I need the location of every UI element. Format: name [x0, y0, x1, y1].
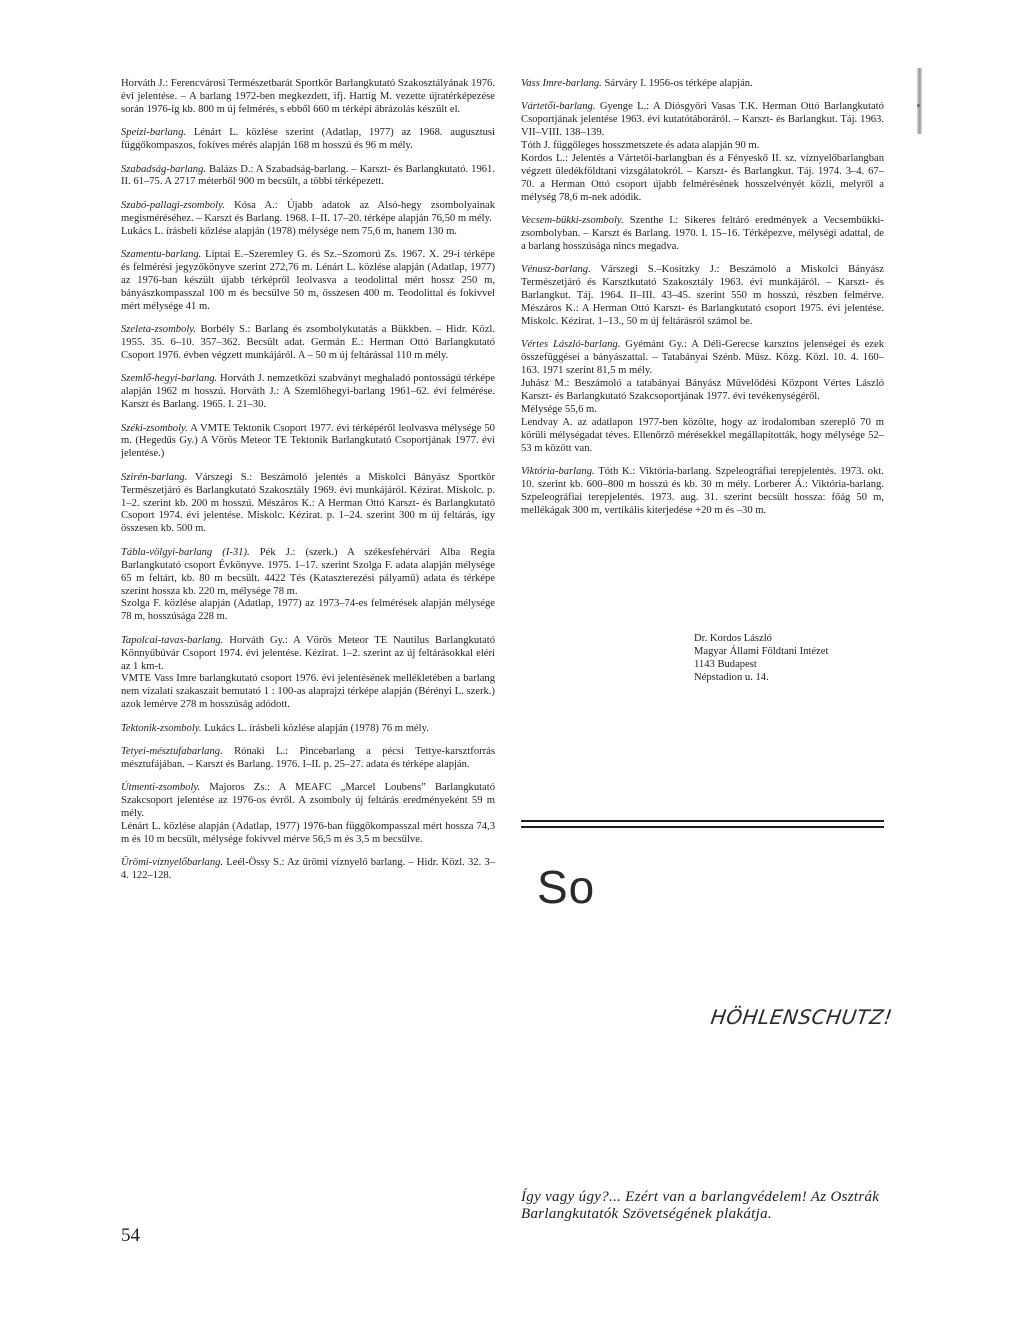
entry-title: Speizi-barlang. [121, 127, 187, 139]
entry-paragraph [121, 200, 495, 226]
entry [121, 249, 495, 314]
right-column [521, 78, 884, 528]
poster-top-text: So [537, 861, 596, 913]
entry-text: Balázs D.: A Szabadság-barlang. – Karszt- és Barlangkutató. 1961. II. 61–75. A 2717 méterből 900 m becsült, a többi térképezett. [121, 163, 495, 188]
entry-paragraph [121, 673, 495, 712]
entry-title: Vértes László-barlang. [521, 339, 621, 351]
entry-paragraph [121, 782, 495, 821]
entry-paragraph [121, 127, 495, 153]
entry [121, 746, 495, 772]
entry-paragraph [121, 373, 495, 412]
entry-text: Horváth Gy.: A Vörös Meteor TE Nautilus Barlangkutató Könnyűbúvár Csoport 1974. évi jelentése. Kézirat. 1–2. szerint az új feltárásokkal eléri az 1 km-t. [121, 634, 495, 672]
entry [121, 723, 495, 736]
entry-paragraph [121, 324, 495, 363]
entry-text: Kósa A.: Újabb adatok az Alsó-hegy zsombolyainak megisméréséhez. – Karszt és Barlang. 1968. I–II. 17–20. térképe alapján 76,50 m mély. [121, 199, 495, 224]
entry-title: Széki-zsomboly. [121, 422, 188, 434]
entry-paragraph [521, 466, 884, 518]
entry [521, 339, 884, 455]
entry-title: Szirén-barlang. [121, 471, 188, 483]
signature-block [694, 632, 828, 684]
entry-title: Ürömi-víznyelőbarlang. [121, 857, 224, 869]
entry-text: Liptai E.–Szeremley G. és Sz.–Szomorú Zs. 1967. X. 29-i térképe és felmérési jegyzőkönyve szerint 272,76 m. Lénárt L. közlése alapján (Adatlap, 1977) az 1976-ban készült újabb térképről leolvasva a teodolittal mért hossz 250 m, bányászkompasszal 100 m és becsülve 50 m, összesen 400 m. Teodolittal és fokívvel mért mélysége 41 m. [121, 249, 495, 312]
entry-paragraph [121, 472, 495, 537]
entry-text: Lukács L. írásbeli közlése alapján (1978) 76 m mély. [204, 722, 429, 734]
entry-text: Majoros Zs.: A MEAFC „Marcel Loubens” Barlangkutató Szakcsoport jelentése az 1976-os évről. A zsomboly új feltárás eredményeként 59 m mély. [121, 782, 495, 820]
entry-text: Leél-Össy S.: Az ürömi víznyelő barlang. – Hidr. Közl. 32. 3–4. 122–128. [121, 857, 495, 882]
entry-paragraph [521, 417, 884, 456]
entry-text: Rónaki L.: Pincebarlang a pécsi Tettye-karsztforrás mésztufájában. – Karszt és Barlang. 1976. I–II. p. 25–27. adata és térképe alapján. [121, 746, 495, 770]
signature-institute: Magyar Állami Földtani Intézet [694, 646, 829, 657]
entry-title: Tapolcai-tavas-barlang. [121, 634, 224, 646]
entry [121, 127, 495, 153]
signature-street: Népstadion u. 14. [694, 672, 769, 683]
entry [521, 215, 884, 254]
entry-title: Szamentu-barlang. [121, 249, 202, 261]
entry [121, 547, 495, 624]
entry-title: Tábla-völgyi-barlang (I-31). [121, 546, 250, 558]
entry-text: Lénárt L. közlése szerint (Adatlap, 1977) az 1968. augusztusi függőkompaszos, fokíves mérés alapján 168 m hosszú és 96 m mély. [121, 127, 496, 152]
entry [521, 78, 884, 91]
entry-text: VMTE Vass Imre barlangkutató csoport 1976. évi jelentésének mellékletében a barlang nem vízalati szakaszait bemutató 1 : 100-as alaprajzi térképe alapján (Bérényi L. szerk.) azok lemérve 278 m hosszúság adódott. [121, 673, 495, 711]
entry-text: Gyémánt Gy.: A Déli-Gerecse karsztos jelenségei és ezek összefüggései a bányászattal. – Tatabányai Szénb. Műsz. Közg. Közl. 10. 4. 160–163. 1971 szerint 81,5 m mély. [521, 339, 884, 377]
entry-paragraph [121, 635, 495, 674]
entry-title: Szabó-pallagi-zsomboly. [121, 199, 225, 211]
entry-title: Szeleta-zsomboly. [121, 324, 197, 336]
entry-paragraph [521, 215, 884, 254]
entry [121, 857, 495, 883]
entry [121, 164, 495, 190]
entry [121, 324, 495, 363]
entry-title: Vass Imre-barlang. [521, 78, 602, 89]
poster-illustration [521, 860, 895, 1170]
entry [121, 200, 495, 239]
divider-rule-bottom [521, 826, 884, 828]
entry-title: Szabadság-barlang. [121, 163, 207, 175]
entry-paragraph [121, 723, 495, 736]
entry-text: A VMTE Tektonik Csoport 1977. évi térképéről leolvasva mélysége 50 m. (Hegedűs Gy.) A Vörös Meteor TE Tektonik Barlangkutató Csoportjának 1977. évi jelentése.) [121, 422, 495, 460]
entry-paragraph [521, 140, 884, 153]
entry-paragraph [121, 78, 495, 117]
entry-text: Lukács L. írásbeli közlése alapján (1978) mélysége nem 75,6 m, hanem 130 m. [121, 225, 457, 237]
entry-title: Viktória-barlang. [521, 466, 595, 478]
entry-paragraph [521, 101, 884, 140]
entry-text: Lénárt L. közlése alapján (Adatlap, 1977) 1976-ban függőkompasszal mért hossza 74,3 m és 10 m becsült, mélysége fokívvel mérve 56,5 m és 3,5 m becsülve. [121, 821, 495, 845]
signature-city: 1143 Budapest [694, 659, 757, 670]
entry-text: Juhász M.: Beszámoló a tatabányai Bányász Művelődési Központ Vértes László Karszt- és Barlangkutató Szakcsoportjának 1977. évi tevékenységéről. [521, 378, 884, 403]
entry-title: Szemlő-hegyi-barlang. [121, 373, 218, 385]
entry-paragraph [121, 164, 495, 190]
entry-paragraph [121, 423, 495, 462]
entry-title: Vecsem-bükki-zsomboly. [521, 215, 624, 227]
entry-text: Borbély S.: Barlang és zsombolykutatás a Bükkben. – Hidr. Közl. 1955. 35. 6–10. 357–362. Becsült adat. Germán E.: Herman Ottó Barlangkutató Csoport 1976. évben végzett munkájáról. A – 50 m új feltárással 110 m mély. [121, 324, 495, 361]
entry-paragraph [521, 153, 884, 205]
entry-text: Szolga F. közlése alapján (Adatlap, 1977) az 1973–74-es felmérések alapján mélysége 78 m, hosszúsága 228 m. [121, 598, 495, 623]
entry-text: Sárváry I. 1956-os térképe alapján. [604, 78, 753, 89]
entry [121, 782, 495, 847]
entry-text: Gyenge L.: A Diósgyőri Vasas T.K. Herman Ottó Barlangkutató Csoportjának jelentése 1963. évi kutatótáboráról. – Karszt- és Barlangkut. Táj. 1963. VII–VIII. 138–139. [521, 101, 884, 139]
poster-caption: Így vagy úgy?... Ezért van a barlangvédelem! Az Osztrák Barlangkutatók Szövetségének plakátja. [521, 1189, 880, 1222]
entry-text: Tóth K.: Viktória-barlang. Szpeleográfiai terepjelentés. 1973. okt. 10. szerint kb. 600–800 m hosszú és kb. 30 m mély. Lorberer Á.: Viktória-barlang. Szpeleográfiai terepjelentés. 1973. aug. 31. szerint becsült hossza: főág 50 m, mellékágak 300 m, vertikális kiterjedése +20 m és –30 m. [521, 466, 884, 516]
scan-speck [917, 104, 920, 107]
signature-name: Dr. Kordos László [694, 633, 772, 644]
entry-paragraph [121, 547, 495, 599]
entry [121, 635, 495, 712]
entry [521, 466, 884, 518]
entry-paragraph [521, 378, 884, 404]
entry [121, 373, 495, 412]
entry-text: Várszegi S.–Kositzky J.: Beszámoló a Miskolci Bányász Természetjáró és Karsztkutató Szakosztály 1963. évi munkájáról. – Karszt- és Barlangkut. Táj. 1964. II–III. 43–45. szerint 550 m hosszú, részben felmérve. Mészáros K.: A Herman Ottó Karszt- és Barlangkutató csoport 1975. évi jelentése. Miskolc. Kézirat. 1–13., 50 m új feltárásról számol be. [521, 264, 884, 327]
entry [521, 101, 884, 204]
poster-bottom-text: HÖHLENSCHUTZ! [709, 1005, 895, 1029]
entry-paragraph [121, 598, 495, 624]
entry-paragraph [521, 339, 884, 378]
entry [121, 423, 495, 462]
entry-text: Horváth J. nemzetközi szabványt meghaladó pontosságú térképe alapján 1962 m hosszú. Horváth J.: A Szemlőhegyi-barlang 1961–62. évi felmérése. Karszt és Barlang. 1965. I. 21–30. [121, 373, 495, 411]
entry-text: Horváth J.: Ferencvárosi Természetbarát Sportkör Barlangkutató Szakosztályának 1976. évi jelentése. – A barlang 1972-ben megkezdett, ifj. Hartig M. vezette újratérképezése során 1976-ig kb. 800 m új felmérés, s ebből 660 m térképi ábrázolás készült el. [121, 78, 495, 115]
entry-text: Szenthe I.: Sikeres feltáró eredmények a Vecsembükki-zsombolyban. – Karszt és Barlang. 1970. I. 15–16. Térképezve, mélységi adattal, de a barlang hosszúsága nincs megadva. [521, 215, 884, 252]
entry-paragraph [121, 249, 495, 314]
left-column [121, 78, 495, 894]
entry-text: Mélysége 55,6 m. [521, 403, 597, 415]
entry-text: Kordos L.: Jelentés a Vártetői-barlangban és a Fényeskő II. sz. víznyelőbarlangban végzett üledékföldtani vizsgálatokról. – Karszt- és Barlangkut. Táj. 1974. 3–4. 67–70. a Herman Ottó csoport újabb felmérésének hosszelvényét közli, melyről a mélység 78,6 m-nek adódik. [521, 153, 884, 203]
entry-text: Pék J.: (szerk.) A székesfehérvári Alba Regia Barlangkutató csoport Évkönyve. 1975. 1–17. szerint Szolga F. adata alapján mélysége 65 m feltárt, kb. 80 m becsült. 4422 Tés (Kataszterezési pályamű) adata és térképe szerint hossza kb. 220 m, mélysége 78 m. [121, 546, 495, 597]
entry-paragraph [121, 821, 495, 847]
entry [121, 472, 495, 537]
entry-paragraph [121, 226, 495, 239]
entry-paragraph [521, 264, 884, 329]
entry [521, 264, 884, 329]
divider-rule-top [521, 820, 884, 822]
entry [121, 78, 495, 117]
entry-text: Várszegi S.: Beszámoló jelentés a Miskolci Bányász Sportkör Természetjáró és Barlangkutató Szakosztály 1969. évi munkájáról. Kézirat. Miskolc. p. 1–2. szerint kb. 200 m hosszú. Mészáros K.: A Herman Ottó Karszt- és Barlangkutató Csoport 1974. évi jelentése. Miskolc. Kézirat. p. 1–24. szerint 300 m új feltárás, így összesen kb. 500 m. [121, 471, 495, 535]
entry-text: Tóth J. függőleges hosszmetszete és adata alapján 90 m. [521, 140, 760, 152]
entry-title: Tetyei-mésztufabarlang. [121, 746, 223, 758]
entry-paragraph [121, 857, 495, 883]
entry-text: Lendvay A. az adatlapon 1977-ben közölte, hogy az irodalomban szereplő 70 m körüli mélységadat téves. Ellenőrző mérésekkel megállapították, hogy mélysége 52–53 m között van. [521, 416, 884, 454]
entry-paragraph [121, 746, 495, 772]
scan-edge-mark [917, 68, 922, 134]
entry-paragraph [521, 404, 884, 417]
entry-title: Útmenti-zsomboly. [121, 782, 201, 794]
entry-title: Tektonik-zsomboly. [121, 722, 202, 734]
entry-title: Vártetői-barlang. [521, 101, 596, 113]
page-number: 54 [121, 1225, 140, 1246]
entry-paragraph [521, 78, 884, 91]
entry-title: Vénusz-barlang. [521, 264, 591, 276]
